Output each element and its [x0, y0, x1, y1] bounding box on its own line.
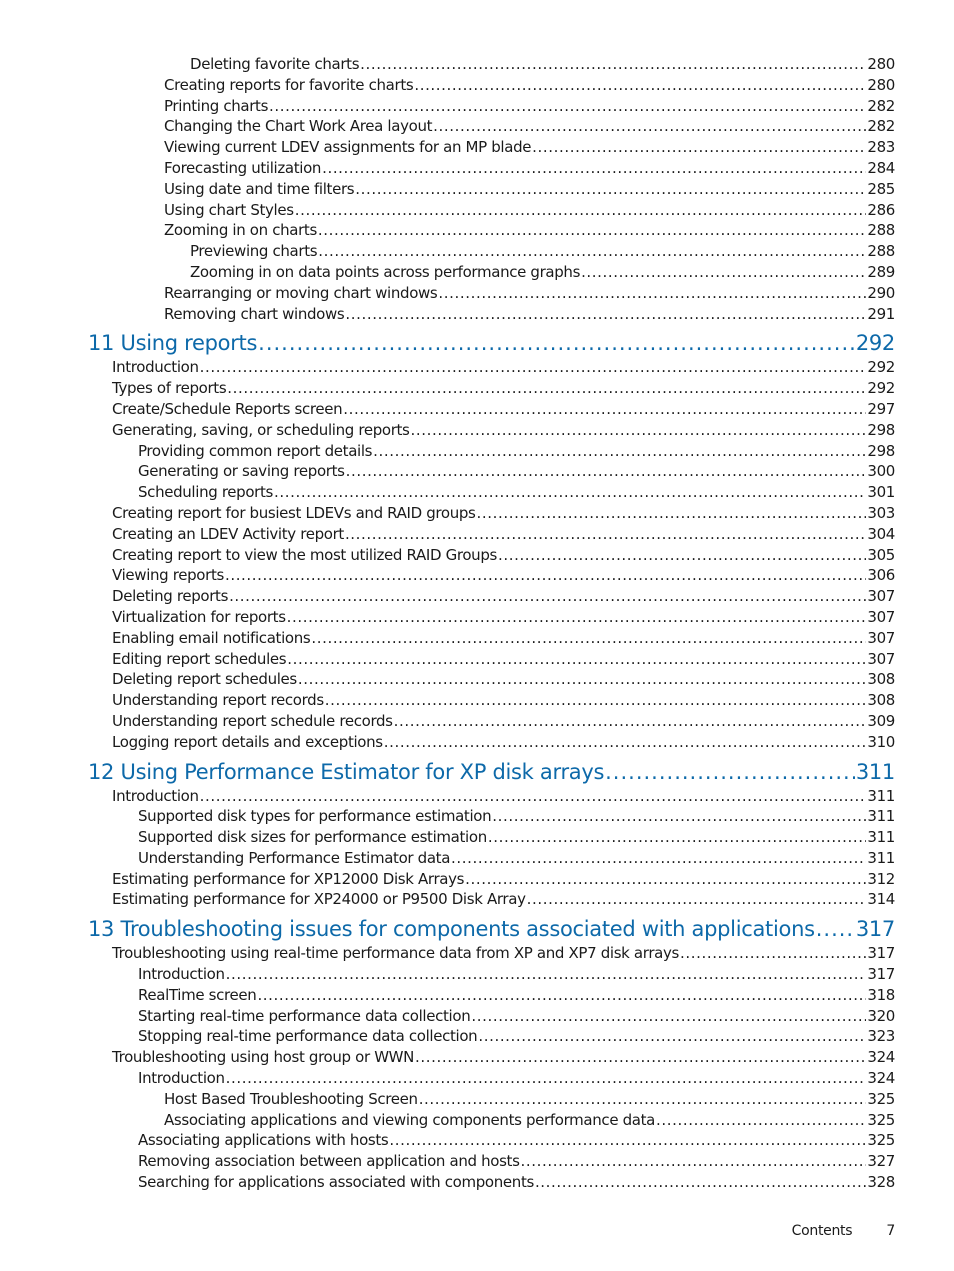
dot-leader: [225, 566, 866, 584]
toc-entry-title: Rearranging or moving chart windows: [164, 283, 438, 302]
toc-entry-page-number: 283: [867, 138, 895, 157]
toc-entry-title: Introduction: [138, 1069, 225, 1088]
toc-entry-page-number: 292: [867, 358, 895, 377]
toc-entry-title: Creating report for busiest LDEVs and RAID groups: [112, 503, 476, 522]
toc-entry-page-number: 305: [867, 545, 895, 564]
dot-leader: [438, 284, 866, 302]
toc-entry-title: Create/Schedule Reports screen: [112, 399, 343, 418]
toc-entry-page-number: 282: [867, 96, 895, 115]
toc-entry[interactable]: [164, 180, 895, 201]
toc-entry[interactable]: [112, 691, 895, 712]
toc-entry[interactable]: [112, 421, 895, 442]
toc-entry-title: Forecasting utilization: [164, 158, 322, 177]
toc-chapter-entry[interactable]: [88, 754, 895, 787]
toc-entry-page-number: 300: [867, 462, 895, 481]
toc-entry-page-number: 307: [867, 628, 895, 647]
table-of-contents: [0, 55, 954, 1194]
toc-entry-title: 12 Using Performance Estimator for XP disk arrays: [88, 759, 605, 784]
toc-entry[interactable]: [112, 733, 895, 754]
toc-entry-title: Using chart Styles: [164, 200, 294, 219]
toc-entry-page-number: 311: [867, 786, 895, 805]
dot-leader: [318, 221, 866, 239]
toc-entry[interactable]: [112, 944, 895, 965]
toc-entry-page-number: 318: [867, 985, 895, 1004]
toc-entry-page-number: 311: [867, 807, 895, 826]
toc-entry-title: Removing association between application and hosts: [138, 1152, 520, 1171]
dot-leader: [269, 97, 866, 115]
toc-entry-page-number: 304: [867, 524, 895, 543]
footer-label: Contents: [791, 1223, 853, 1239]
toc-entry[interactable]: [164, 221, 895, 242]
toc-entry-page-number: 284: [867, 158, 895, 177]
dot-leader: [492, 807, 866, 825]
toc-entry[interactable]: [112, 608, 895, 629]
toc-entry-page-number: 307: [867, 649, 895, 668]
toc-entry-page-number: 289: [867, 262, 895, 281]
toc-entry-title: Estimating performance for XP12000 Disk Arrays: [112, 869, 465, 888]
toc-entry-page-number: 311: [855, 759, 895, 784]
toc-entry[interactable]: [164, 159, 895, 180]
toc-entry-title: Troubleshooting using host group or WWN: [112, 1048, 415, 1067]
toc-entry[interactable]: [138, 828, 895, 849]
toc-entry-title: Removing chart windows: [164, 304, 345, 323]
toc-entry[interactable]: [112, 379, 895, 400]
toc-entry-page-number: 303: [867, 503, 895, 522]
toc-entry-title: Generating or saving reports: [138, 462, 345, 481]
dot-leader: [433, 117, 866, 135]
toc-entry-page-number: 328: [867, 1173, 895, 1192]
dot-leader: [287, 608, 867, 626]
toc-entry-page-number: 292: [855, 331, 895, 356]
dot-leader: [414, 76, 866, 94]
dot-leader: [258, 331, 855, 355]
dot-leader: [345, 305, 866, 323]
page-footer: [0, 1223, 895, 1241]
dot-leader: [227, 379, 866, 397]
toc-entry-page-number: 324: [867, 1048, 895, 1067]
toc-entry-title: Creating reports for favorite charts: [164, 75, 414, 94]
toc-entry-title: Estimating performance for XP24000 or P9500 Disk Array: [112, 890, 526, 909]
dot-leader: [257, 986, 866, 1004]
toc-entry-page-number: 308: [867, 691, 895, 710]
toc-entry[interactable]: [138, 483, 895, 504]
dot-leader: [581, 263, 866, 281]
toc-entry[interactable]: [112, 670, 895, 691]
dot-leader: [345, 525, 866, 543]
toc-entry-title: 13 Troubleshooting issues for components associated with applications: [88, 917, 815, 942]
toc-entry-title: Introduction: [112, 786, 199, 805]
toc-entry-title: Associating applications and viewing components performance data: [164, 1110, 655, 1129]
dot-leader: [343, 400, 866, 418]
toc-entry-page-number: 317: [855, 917, 895, 942]
toc-entry[interactable]: [164, 305, 895, 326]
toc-entry[interactable]: [138, 849, 895, 870]
toc-entry[interactable]: [138, 442, 895, 463]
dot-leader: [325, 691, 867, 709]
toc-entry[interactable]: [112, 400, 895, 421]
toc-entry[interactable]: [138, 1152, 895, 1173]
dot-leader: [411, 421, 867, 439]
toc-entry[interactable]: [112, 629, 895, 650]
toc-entry[interactable]: [112, 525, 895, 546]
toc-entry-title: Understanding report records: [112, 691, 324, 710]
toc-entry-page-number: 320: [867, 1006, 895, 1025]
toc-entry[interactable]: [112, 358, 895, 379]
toc-entry-title: Scheduling reports: [138, 483, 273, 502]
toc-entry-page-number: 282: [867, 117, 895, 136]
toc-entry[interactable]: [164, 76, 895, 97]
toc-entry-title: Virtualization for reports: [112, 607, 286, 626]
toc-entry-page-number: 325: [867, 1089, 895, 1108]
dot-leader: [322, 159, 866, 177]
toc-entry[interactable]: [112, 566, 895, 587]
dot-leader: [389, 1131, 866, 1149]
dot-leader: [355, 180, 866, 198]
dot-leader: [415, 1048, 866, 1066]
dot-leader: [680, 944, 866, 962]
dot-leader: [298, 670, 867, 688]
toc-entry-page-number: 288: [867, 221, 895, 240]
toc-entry-page-number: 298: [867, 420, 895, 439]
toc-entry-page-number: 310: [867, 732, 895, 751]
toc-entry-page-number: 298: [867, 441, 895, 460]
toc-entry-page-number: 285: [867, 179, 895, 198]
toc-entry-title: Creating report to view the most utilized RAID Groups: [112, 545, 497, 564]
toc-entry[interactable]: [138, 807, 895, 828]
toc-entry-title: Zooming in on charts: [164, 221, 317, 240]
toc-entry[interactable]: [164, 138, 895, 159]
toc-entry-title: Printing charts: [164, 96, 269, 115]
toc-entry-page-number: 317: [867, 944, 895, 963]
toc-entry-page-number: 280: [867, 75, 895, 94]
toc-entry[interactable]: [138, 965, 895, 986]
toc-entry[interactable]: [164, 201, 895, 222]
toc-entry[interactable]: [112, 1048, 895, 1069]
toc-entry-page-number: 280: [867, 55, 895, 73]
toc-entry-page-number: 325: [867, 1131, 895, 1150]
toc-entry-title: Viewing reports: [112, 566, 224, 585]
toc-entry-page-number: 291: [867, 304, 895, 323]
dot-leader: [471, 1007, 866, 1025]
toc-entry[interactable]: [164, 1090, 895, 1111]
toc-entry-title: Zooming in on data points across performance graphs: [190, 262, 581, 281]
toc-entry[interactable]: [138, 986, 895, 1007]
toc-entry[interactable]: [190, 242, 895, 263]
toc-entry-title: Deleting report schedules: [112, 670, 297, 689]
toc-entry-title: Previewing charts: [190, 242, 318, 261]
toc-entry-title: Enabling email notifications: [112, 628, 311, 647]
dot-leader: [346, 462, 867, 480]
toc-entry-title: Changing the Chart Work Area layout: [164, 117, 433, 136]
toc-entry[interactable]: [112, 587, 895, 608]
toc-entry-title: Troubleshooting using real-time performance data from XP and XP7 disk arrays: [112, 944, 679, 963]
toc-entry-title: Introduction: [112, 358, 199, 377]
toc-entry-title: Generating, saving, or scheduling reports: [112, 420, 410, 439]
dot-leader: [605, 760, 855, 784]
toc-entry[interactable]: [164, 117, 895, 138]
dot-leader: [311, 629, 866, 647]
toc-entry-title: Understanding Performance Estimator data: [138, 848, 451, 867]
toc-entry[interactable]: [112, 546, 895, 567]
toc-entry[interactable]: [164, 284, 895, 305]
toc-entry-page-number: 306: [867, 566, 895, 585]
toc-entry-title: Providing common report details: [138, 441, 373, 460]
dot-leader: [521, 1152, 867, 1170]
dot-leader: [229, 587, 866, 605]
toc-entry-title: 11 Using reports: [88, 331, 258, 356]
toc-entry-page-number: 308: [867, 670, 895, 689]
toc-entry[interactable]: [138, 1069, 895, 1090]
dot-leader: [656, 1111, 866, 1129]
toc-entry-title: Introduction: [138, 965, 225, 984]
toc-entry-page-number: 323: [867, 1027, 895, 1046]
dot-leader: [488, 828, 867, 846]
toc-entry-page-number: 311: [867, 848, 895, 867]
dot-leader: [477, 504, 867, 522]
toc-entry[interactable]: [138, 462, 895, 483]
toc-entry-title: Starting real-time performance data collection: [138, 1006, 471, 1025]
toc-entry[interactable]: [190, 55, 895, 76]
toc-entry[interactable]: [138, 1007, 895, 1028]
toc-entry[interactable]: [112, 890, 895, 911]
toc-entry-page-number: 311: [867, 828, 895, 847]
toc-entry-page-number: 288: [867, 242, 895, 261]
toc-entry-title: Logging report details and exceptions: [112, 732, 383, 751]
toc-entry[interactable]: [164, 97, 895, 118]
toc-entry-page-number: 307: [867, 607, 895, 626]
toc-entry-title: Supported disk sizes for performance estimation: [138, 828, 487, 847]
page-number: 7: [886, 1223, 895, 1239]
toc-entry-page-number: 290: [867, 283, 895, 302]
toc-entry-title: Editing report schedules: [112, 649, 287, 668]
dot-leader: [295, 201, 867, 219]
dot-leader: [527, 890, 867, 908]
toc-entry-page-number: 309: [867, 711, 895, 730]
dot-leader: [816, 917, 855, 941]
toc-entry[interactable]: [112, 712, 895, 733]
dot-leader: [451, 849, 866, 867]
toc-entry-title: Using date and time filters: [164, 179, 355, 198]
dot-leader: [373, 442, 866, 460]
toc-entry-page-number: 301: [867, 483, 895, 502]
toc-entry[interactable]: [112, 650, 895, 671]
toc-entry-title: Supported disk types for performance estimation: [138, 807, 492, 826]
toc-entry[interactable]: [138, 1173, 895, 1194]
toc-entry-page-number: 286: [867, 200, 895, 219]
toc-entry-page-number: 325: [867, 1110, 895, 1129]
toc-entry-title: RealTime screen: [138, 985, 257, 1004]
toc-entry-title: Types of reports: [112, 379, 227, 398]
toc-chapter-entry[interactable]: [88, 911, 895, 944]
dot-leader: [419, 1090, 867, 1108]
dot-leader: [535, 1173, 866, 1191]
dot-leader: [498, 546, 866, 564]
toc-entry-title: Deleting favorite charts: [190, 55, 360, 73]
dot-leader: [465, 870, 866, 888]
toc-entry-page-number: 314: [867, 890, 895, 909]
toc-entry-title: Creating an LDEV Activity report: [112, 524, 344, 543]
toc-entry-page-number: 297: [867, 399, 895, 418]
dot-leader: [318, 242, 866, 260]
toc-entry-title: Viewing current LDEV assignments for an MP blade: [164, 138, 532, 157]
dot-leader: [532, 138, 866, 156]
toc-entry-title: Deleting reports: [112, 587, 229, 606]
dot-leader: [226, 1069, 867, 1087]
dot-leader: [200, 787, 867, 805]
dot-leader: [274, 483, 866, 501]
toc-entry[interactable]: [112, 504, 895, 525]
dot-leader: [287, 650, 866, 668]
toc-entry-title: Host Based Troubleshooting Screen: [164, 1089, 418, 1108]
toc-entry[interactable]: [112, 787, 895, 808]
dot-leader: [478, 1027, 866, 1045]
toc-entry-page-number: 312: [867, 869, 895, 888]
toc-entry-page-number: 307: [867, 587, 895, 606]
dot-leader: [384, 733, 867, 751]
toc-entry-page-number: 292: [867, 379, 895, 398]
toc-entry[interactable]: [112, 870, 895, 891]
toc-entry-page-number: 317: [867, 965, 895, 984]
toc-entry[interactable]: [190, 263, 895, 284]
dot-leader: [394, 712, 867, 730]
toc-entry-title: Stopping real-time performance data collection: [138, 1027, 478, 1046]
toc-entry-title: Associating applications with hosts: [138, 1131, 389, 1150]
toc-entry-title: Understanding report schedule records: [112, 711, 393, 730]
toc-entry[interactable]: [138, 1131, 895, 1152]
dot-leader: [200, 358, 867, 376]
toc-entry[interactable]: [164, 1111, 895, 1132]
toc-entry-page-number: 327: [867, 1152, 895, 1171]
toc-entry-page-number: 324: [867, 1069, 895, 1088]
toc-entry-title: Searching for applications associated with components: [138, 1173, 534, 1192]
toc-entry[interactable]: [138, 1027, 895, 1048]
dot-leader: [360, 55, 866, 73]
dot-leader: [226, 965, 867, 983]
toc-chapter-entry[interactable]: [88, 325, 895, 358]
